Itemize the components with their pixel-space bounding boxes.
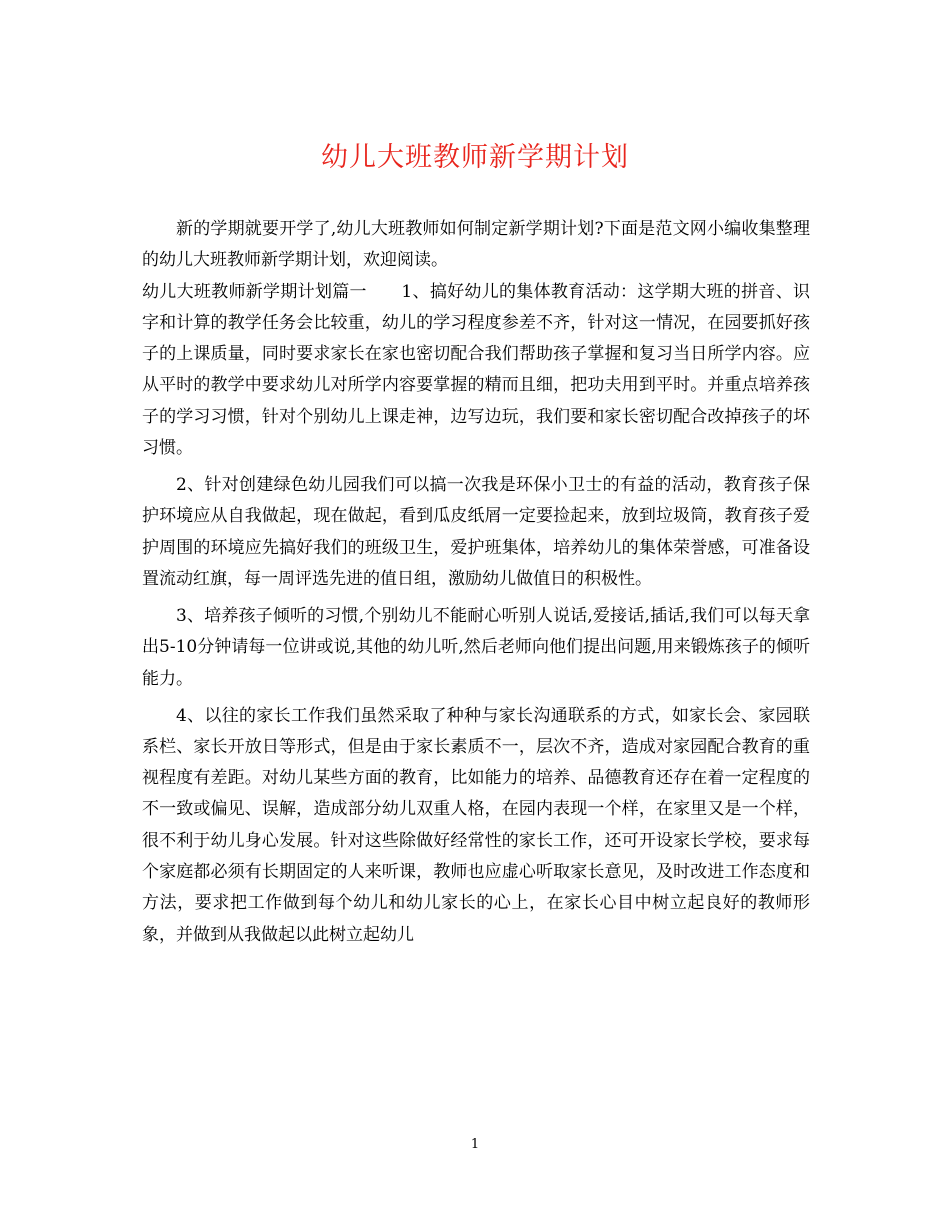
paragraph-item-2: 2、针对创建绿色幼儿园我们可以搞一次我是环保小卫士的有益的活动，教育孩子保护环境应从自我做起，现在做起，看到瓜皮纸屑一定要捡起来，放到垃圾筒，教育孩子爱护周围的环境应先搞好我们的班级卫生，爱护班集体，培养幼儿的集体荣誉感，可准备设置流动红旗，每一周评选先进的值日组，激励幼儿做值日的积极性。 xyxy=(142,475,810,589)
document-title: 幼儿大班教师新学期计划 xyxy=(321,142,629,173)
paragraph-item-4: 4、以往的家长工作我们虽然采取了种种与家长沟通联系的方式，如家长会、家园联系栏、家长开放日等形式，但是由于家长素质不一，层次不齐，造成对家园配合教育的重视程度有差距。对幼儿某些方面的教育，比如能力的培养、品德教育还存在着一定程度的不一致或偏见、误解，造成部分幼儿双重人格，在园内表现一个样，在家里又是一个样，很不利于幼儿身心发展。针对这些除做好经常性的家长工作，还可开设家长学校，要求每个家庭都必须有长期固定的人来听课，教师也应虚心听取家长意见，及时改进工作态度和方法，要求把工作做到每个幼儿和幼儿家长的心上，在家长心目中树立起良好的教师形象，并做到从我做起以此树立起幼儿 xyxy=(142,705,810,945)
page-number: 1 xyxy=(470,1137,480,1152)
document-body xyxy=(142,214,810,951)
paragraph-item-3: 3、培养孩子倾听的习惯,个别幼儿不能耐心听别人说话,爱接话,插话,我们可以每天拿出5-10分钟请每一位讲或说,其他的幼儿听,然后老师向他们提出问题,用来锻炼孩子的倾听能力。 xyxy=(142,605,810,689)
paragraph-intro: 新的学期就要开学了,幼儿大班教师如何制定新学期计划?下面是范文网小编收集整理的幼儿大班教师新学期计划，欢迎阅读。 xyxy=(142,219,810,271)
paragraph-item-1: 幼儿大班教师新学期计划篇一 1、搞好幼儿的集体教育活动：这学期大班的拼音、识字和计算的教学任务会比较重，幼儿的学习程度参差不齐，针对这一情况，在园要抓好孩子的上课质量，同时要求家长在家也密切配合我们帮助孩子掌握和复习当日所学内容。应从平时的教学中要求幼儿对所学内容要掌握的精而且细，把功夫用到平时。并重点培养孩子的学习习惯，针对个别幼儿上课走神，边写边玩，我们要和家长密切配合改掉孩子的坏习惯。 xyxy=(142,281,810,459)
